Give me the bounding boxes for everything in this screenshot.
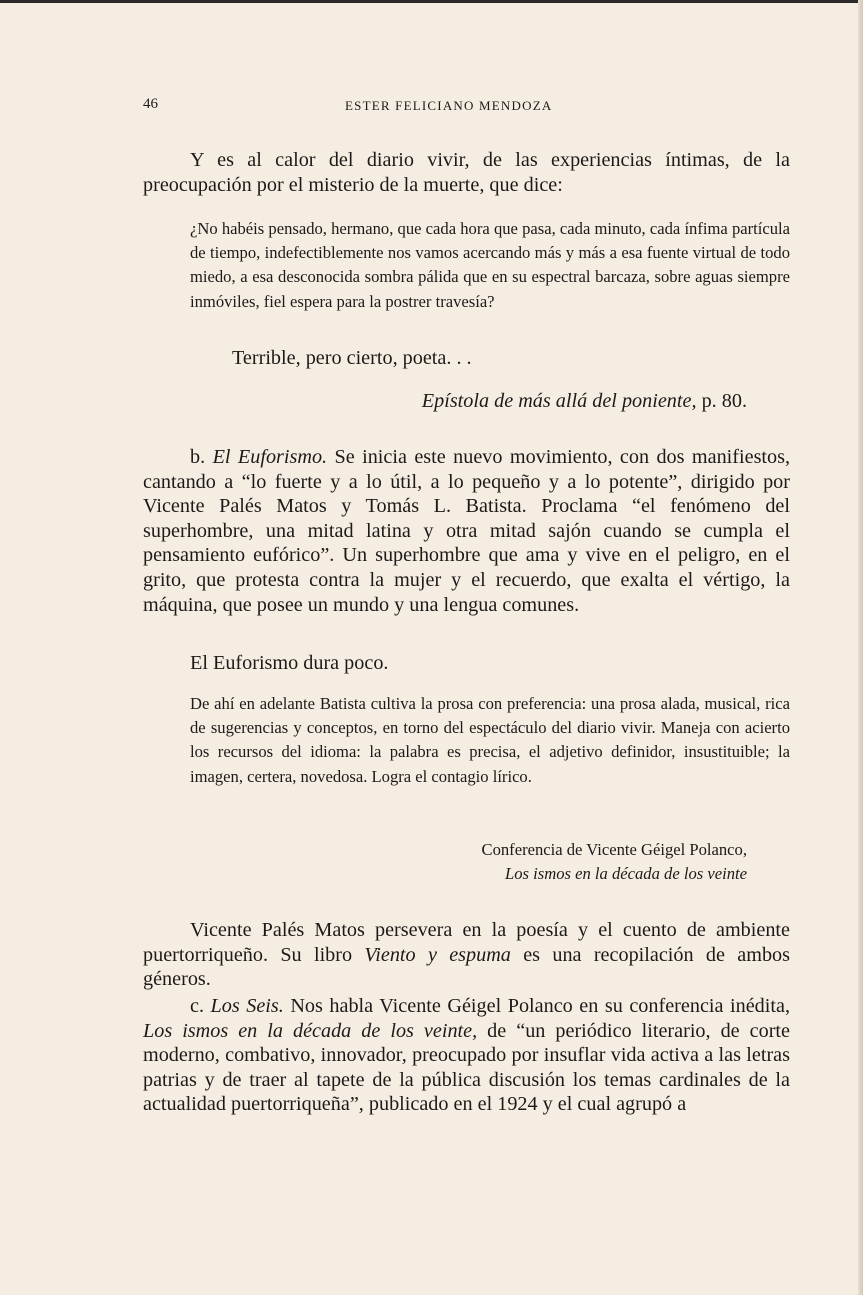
section-title-los-seis: Los Seis. xyxy=(210,995,284,1017)
citation-conferencia-line2 xyxy=(360,862,747,886)
citation-conferencia-line1: Conferencia de Vicente Géigel Polanco, xyxy=(481,840,747,859)
scan-top-edge xyxy=(0,0,863,3)
quote-epistola-closing: Terrible, pero cierto, poeta. . . xyxy=(232,347,472,369)
paragraph-euforismo-end: El Euforismo dura poco. xyxy=(190,652,389,674)
paragraph-euforismo xyxy=(143,445,790,617)
paragraph-los-seis xyxy=(143,994,790,1117)
scan-right-edge xyxy=(858,0,863,1295)
paragraph-intro: Y es al calor del diario vivir, de las experiencias íntimas, de la preocupación por el misterio de la muerte, que dice: xyxy=(143,149,790,196)
paragraph-pales-matos-text-a: Vicente Palés Matos persevera en la poesía y el cuento de ambiente puertorriqueño. Su libro xyxy=(143,919,790,966)
section-label-c: c. xyxy=(190,995,211,1017)
section-title-euforismo: El Euforismo. xyxy=(212,446,328,468)
paragraph-pales-matos-text-b: es una recopilación de ambos géneros. xyxy=(143,943,790,991)
citation-epistola-page: p. 80. xyxy=(696,390,747,412)
citation-conferencia-title: Los ismos en la década de los veinte xyxy=(505,864,747,883)
citation-epistola xyxy=(300,389,747,414)
running-title: ESTER FELICIANO MENDOZA xyxy=(345,98,553,113)
paragraph-euforismo-text: Se inicia este nuevo movimiento, con dos manifiestos, cantando a “lo fuerte y a lo útil, a lo pequeño y a lo potente”, dirigido por Vicente Palés Matos y Tomás L. Batista. Proclama “el fenómeno del superhombre, una mitad latina y otra mitad sajón cuando se cumpla el pensamiento eufórico”. Un superhombre que ama y vive en el peligro, en el grito, que protesta contra la mujer y el recuerdo, que exalta el vértigo, la máquina, que posee un mundo y una lengua comunes. xyxy=(143,446,791,616)
book-title-viento-y-espuma: Viento y espuma xyxy=(364,943,511,966)
quote-conferencia: De ahí en adelante Batista cultiva la prosa con preferencia: una prosa alada, musical, rica de sugerencias y conceptos, en torno del espectáculo del diario vivir. Maneja con acierto los recursos del idioma: la palabra es precisa, el adjetivo definidor, insustituible; la imagen, certera, novedosa. Logra el contagio lírico. xyxy=(190,694,790,786)
citation-epistola-title: Epístola de más allá del poniente, xyxy=(421,390,697,412)
paragraph-los-seis-text-b: de “un periódico literario, de corte moderno, combativo, innovador, preocupado por insuflar vida activa a las letras patrias y de traer al tapete de la pública discusión los temas cardinales de la actualidad puertorriqueña”, publicado en el 1924 y el cual agrupó a xyxy=(143,1019,790,1116)
section-label-b: b. xyxy=(190,446,213,468)
book-title-los-ismos: Los ismos en la década de los veinte, xyxy=(143,1019,478,1042)
paragraph-pales-matos xyxy=(143,918,790,992)
quote-epistola: ¿No habéis pensado, hermano, que cada hora que pasa, cada minuto, cada ínfima partícula de tiempo, indefectiblemente nos vamos acercando más y más a esa fuente virtual de todo miedo, a esa desconocida sombra pálida que en su espectral barcaza, sobre aguas siempre inmóviles, fiel espera para la postrer travesía? xyxy=(190,219,790,311)
page-number: 46 xyxy=(143,96,158,112)
paragraph-los-seis-text-a: Nos habla Vicente Géigel Polanco en su conferencia inédita, xyxy=(283,995,790,1017)
